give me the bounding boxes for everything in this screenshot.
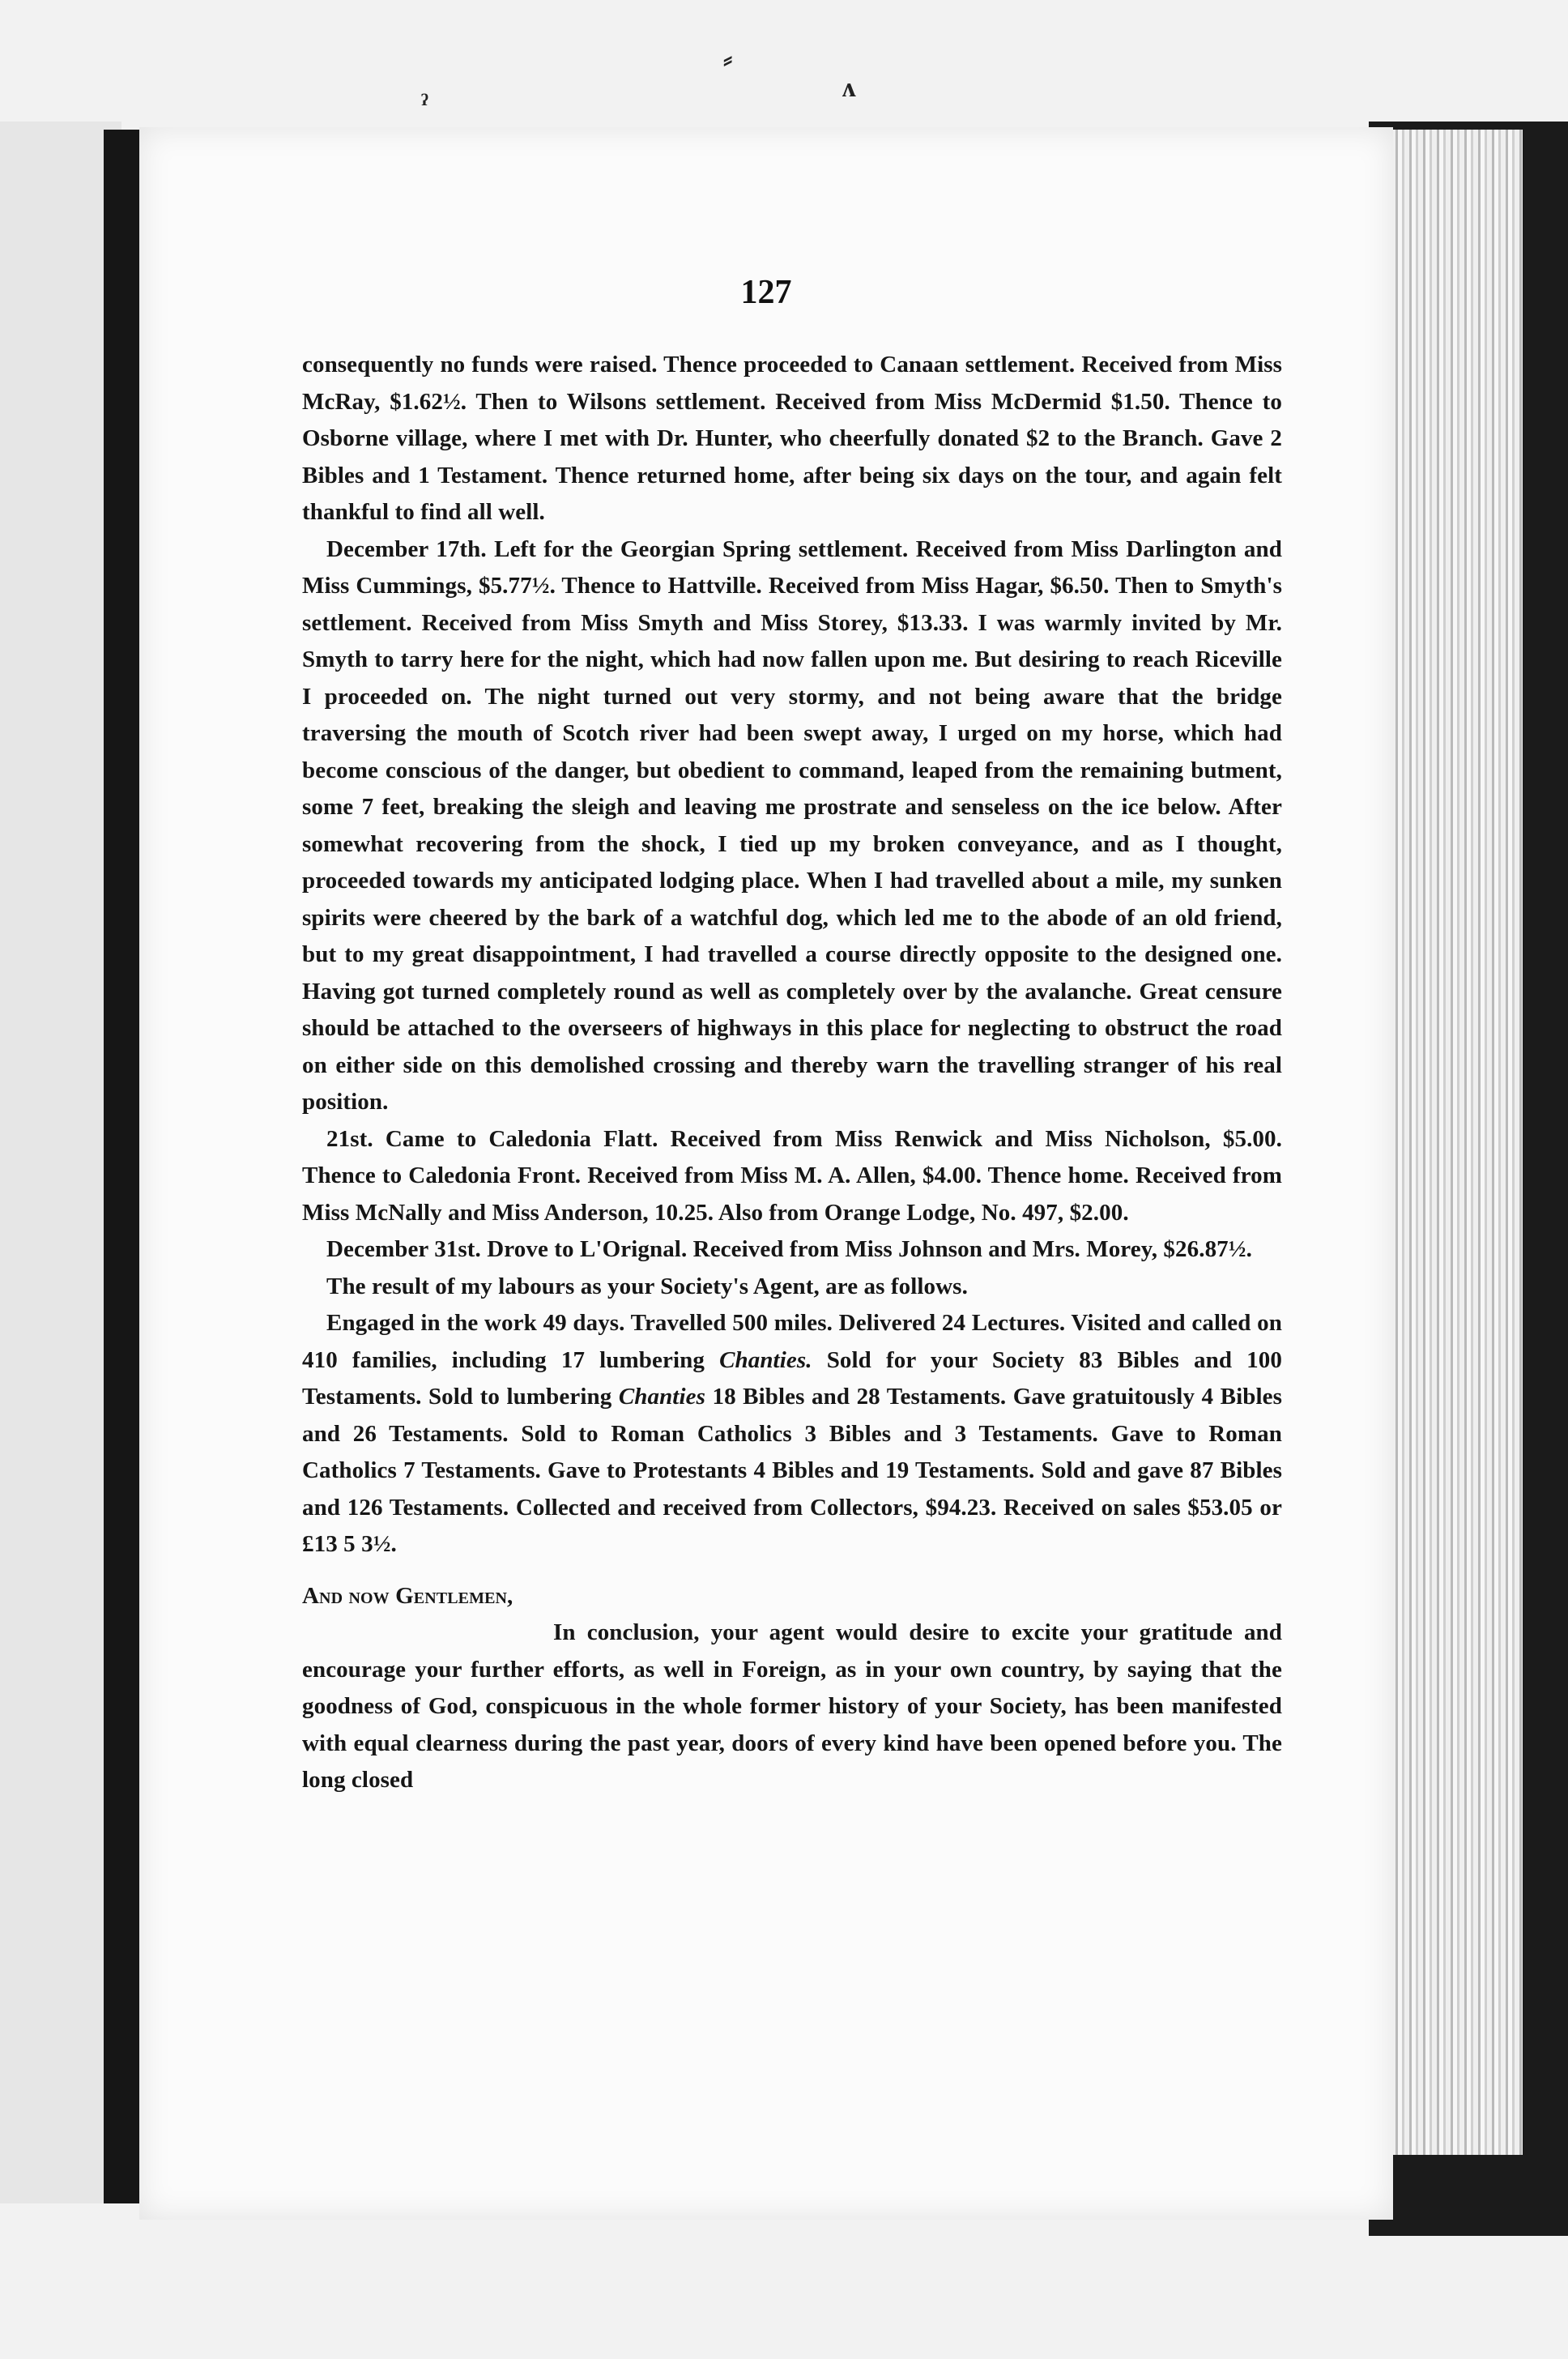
summary-text: 18 Bibles and 28 Testaments. Gave gratuitously 4 Bibles and 26 Testaments. Sold to Roman Catholics 3 Bibles and 3 Testaments. Gave to Roman Catholics 7 Testaments. Gave to Protestants 4 Bibles and 19 Testaments. Sold and gave 87 Bibles and 126 Testaments. Collected and received from Collectors, $94.23. Received on sales $53.05 or £13 5 3½. (302, 1384, 1282, 1557)
paragraph: December 31st. Drove to L'Orignal. Received from Miss Johnson and Mrs. Morey, $26.87½. (326, 1236, 1252, 1262)
page-number: 127 (740, 274, 792, 311)
summary-text: Sold for your Society 83 Bibles and 100 Testaments. Sold to lumbering (302, 1346, 1282, 1410)
paragraph: 21st. Came to Caledonia Flatt. Received from Miss Renwick and Miss Nicholson, $5.00. Thence to Caledonia Front. Received from Miss M. A. Allen, $4.00. Thence home. Received from Miss McNally and Miss Anderson, 10.25. Also from Orange Lodge, No. 497, $2.00. (302, 1125, 1282, 1226)
summary-paragraph (302, 1305, 1282, 1563)
paragraph: The result of my labours as your Society's Agent, are as follows. (326, 1273, 968, 1299)
conclusion-paragraph: In conclusion, your agent would desire to excite your gratitude and encourage your further efforts, as well in Foreign, as in your own country, by saying that the goodness of God, conspicuous in the whole former history of your Society, has been manifested with equal clearness during the past year, doors of every kind have been opened before you. The long closed (302, 1619, 1282, 1793)
paragraph: consequently no funds were raised. Thence proceeded to Canaan settlement. Received from Miss McRay, $1.62½. Then to Wilsons settlement. Received from Miss McDermid $1.50. Thence to Osborne village, where I met with Dr. Hunter, who cheerfully donated $2 to the Branch. Gave 2 Bibles and 1 Testament. Thence returned home, after being six days on the tour, and again felt thankful to find all well. (302, 352, 1282, 525)
scan-speck: ᴧ (842, 73, 856, 103)
scan-speck: ⸗ (723, 45, 733, 75)
salutation: And now Gentlemen, (302, 1582, 513, 1609)
italic-word: Chanties (618, 1384, 705, 1410)
book-gutter-shadow (104, 130, 139, 2203)
italic-word: Chanties. (719, 1346, 812, 1373)
page-stack-edges (1377, 130, 1523, 2155)
paragraph: December 17th. Left for the Georgian Spring settlement. Received from Miss Darlington and Miss Cummings, $5.77½. Thence to Hattville. Received from Miss Hagar, $6.50. Then to Smyth's settlement. Received from Miss Smyth and Miss Storey, $13.33. I was warmly invited by Mr. Smyth to tarry here for the night, which had now fallen upon me. But desiring to reach Riceville I proceeded on. The night turned out very stormy, and not being aware that the bridge traversing the mouth of Scotch river had been swept away, I urged on my horse, which had become conscious of the danger, but obedient to command, leaped from the remaining butment, some 7 feet, breaking the sleigh and leaving me prostrate and senseless on the ice below. After somewhat recovering from the shock, I tied up my broken conveyance, and as I thought, proceeded towards my anticipated lodging place. When I had travelled about a mile, my sunken spirits were cheered by the bark of a watchful dog, which led me to the abode of an old friend, but to my great disappointment, I had travelled a course directly opposite to the designed one. Having got turned completely round as well as completely over by the avalanche. Great censure should be attached to the overseers of highways in this place for neglecting to obstruct the road on either side on this demolished crossing and thereby warn the travelling stranger of his real position. (302, 535, 1282, 1115)
scan-speck: ˀ (421, 89, 428, 119)
page-body (302, 347, 1282, 1799)
summary-text: Engaged in the work 49 days. Travelled 500 miles. Delivered 24 Lectures. Visited and called on 410 families, including 17 lumbering (302, 1310, 1282, 1373)
